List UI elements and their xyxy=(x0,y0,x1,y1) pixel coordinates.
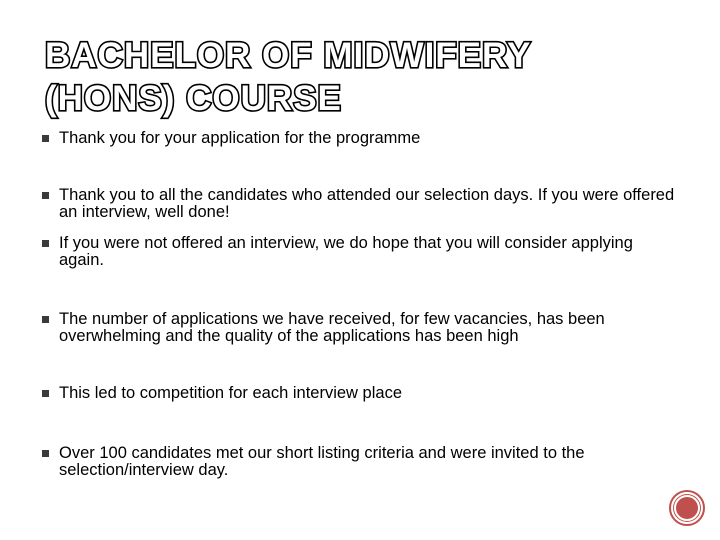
bullet-item xyxy=(42,187,682,221)
bullet-text: Thank you to all the candidates who attended our selection days. If you were offered an interview, well done! xyxy=(59,186,675,221)
decorative-circle-badge-icon xyxy=(669,490,705,526)
bullet-item xyxy=(42,385,682,402)
bullet-text: If you were not offered an interview, we do hope that you will consider applying again. xyxy=(59,234,633,269)
bullet-square-icon xyxy=(42,450,49,457)
bullet-text: The number of applications we have received, for few vacancies, has been overwhelming and the quality of the applications has been high xyxy=(59,310,605,345)
bullet-text: This led to competition for each interview place xyxy=(59,384,403,402)
bullet-square-icon xyxy=(42,316,49,323)
bullet-square-icon xyxy=(42,192,49,199)
bullet-item xyxy=(42,130,682,147)
bullet-item xyxy=(42,235,682,269)
bullet-text: Over 100 candidates met our short listing criteria and were invited to the selection/interview day. xyxy=(59,444,585,479)
bullet-item xyxy=(42,445,682,479)
badge-inner-circle xyxy=(674,495,700,521)
slide-title-line-2: (HONS) COURSE xyxy=(45,79,342,118)
bullet-square-icon xyxy=(42,390,49,397)
bullet-text: Thank you for your application for the programme xyxy=(59,129,421,147)
slide-title-line-1: BACHELOR OF MIDWIFERY xyxy=(45,36,532,75)
bullet-square-icon xyxy=(42,135,49,142)
bullet-item xyxy=(42,311,682,345)
slide-title xyxy=(45,34,685,120)
bullet-square-icon xyxy=(42,240,49,247)
